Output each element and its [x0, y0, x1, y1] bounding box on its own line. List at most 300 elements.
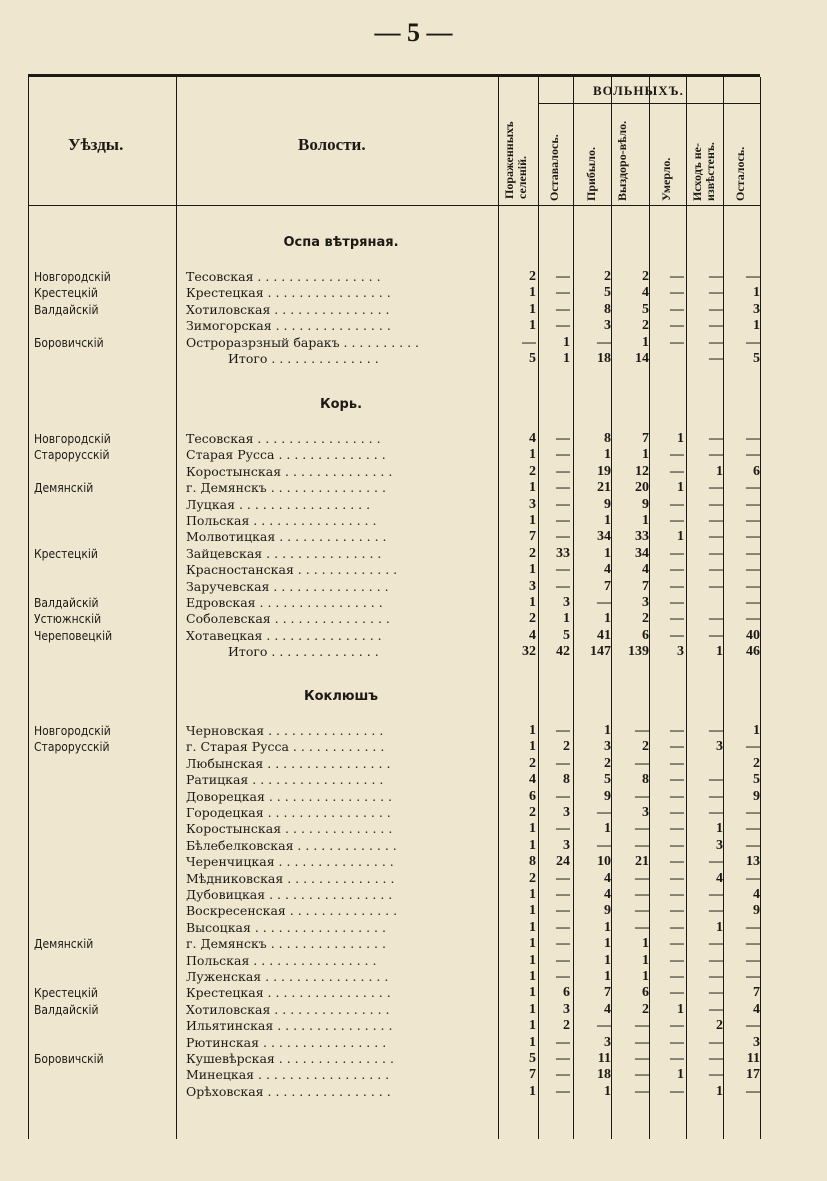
value-cell: 4	[642, 285, 649, 301]
value-cell: —	[746, 334, 760, 350]
table-row	[28, 1084, 760, 1101]
header-col-iskhod: Исходъ не-извѣстенъ.	[690, 142, 717, 201]
value-cell: 3	[529, 578, 536, 594]
value-cell: —	[670, 739, 684, 755]
value-cell: 8	[529, 854, 536, 870]
volost-cell: Соболевская . . . . . . . . . . . . . . .	[186, 611, 390, 627]
value-cell: —	[746, 969, 760, 984]
value-cell: 7	[529, 529, 536, 545]
value-cell: 7	[604, 578, 611, 594]
value-cell: —	[556, 301, 570, 317]
value-cell: 1	[604, 611, 611, 627]
value-cell: —	[635, 723, 649, 738]
value-cell: —	[709, 985, 723, 1001]
value-cell: 1	[716, 1083, 723, 1099]
value-cell: 3	[716, 837, 723, 853]
value-cell: 2	[642, 739, 649, 755]
value-cell: 5	[753, 351, 760, 366]
volost-cell: Ильятинская . . . . . . . . . . . . . . .	[186, 1018, 393, 1034]
volost-cell: Крестецкая . . . . . . . . . . . . . . . .	[186, 285, 391, 301]
value-cell: —	[670, 513, 684, 528]
value-cell: 7	[604, 985, 611, 1001]
value-cell: 2	[604, 269, 611, 284]
value-cell: 2	[529, 611, 536, 627]
value-cell: —	[670, 805, 684, 820]
volost-cell: Орѣховская . . . . . . . . . . . . . . . .	[186, 1083, 391, 1099]
volost-cell: Черенчицкая . . . . . . . . . . . . . . .	[186, 854, 394, 870]
value-cell: 33	[635, 529, 649, 545]
value-cell: —	[635, 788, 649, 804]
value-cell: 5	[604, 772, 611, 788]
value-cell: 21	[635, 854, 649, 870]
value-cell: —	[670, 611, 684, 627]
value-cell: —	[709, 611, 723, 627]
table-row	[28, 854, 760, 871]
value-cell: —	[746, 870, 760, 886]
value-cell: 4	[604, 887, 611, 902]
value-cell: —	[635, 1051, 649, 1066]
value-cell: —	[746, 269, 760, 284]
value-cell: —	[670, 919, 684, 935]
section-title: Корь.	[319, 397, 363, 412]
value-cell: 24	[556, 854, 570, 870]
value-cell: —	[635, 821, 649, 837]
volost-cell: г. Демянскъ . . . . . . . . . . . . . . .	[186, 936, 386, 952]
value-cell: 1	[529, 919, 536, 935]
volost-cell: Заручевская . . . . . . . . . . . . . . .	[186, 578, 389, 594]
value-cell: 1	[716, 644, 723, 660]
value-cell: 1	[753, 723, 760, 738]
value-cell: 1	[529, 1083, 536, 1099]
header-col-ostalos: Осталось.	[733, 146, 747, 201]
value-cell: 6	[563, 985, 570, 1001]
value-cell: 5	[563, 627, 570, 643]
value-cell: 1	[529, 595, 536, 610]
value-cell: 41	[597, 627, 611, 643]
value-cell: —	[556, 887, 570, 902]
value-cell: —	[556, 447, 570, 463]
volost-cell: Зайцевская . . . . . . . . . . . . . . .	[186, 545, 382, 561]
value-cell: —	[746, 919, 760, 935]
value-cell: —	[709, 562, 723, 578]
value-cell: —	[746, 936, 760, 952]
value-cell: 34	[597, 529, 611, 545]
value-cell: 1	[716, 463, 723, 479]
uezd-cell: Крестецкій	[34, 986, 98, 1001]
value-cell: —	[670, 545, 684, 561]
value-cell: —	[670, 903, 684, 919]
table-row	[28, 497, 760, 514]
table-row	[28, 302, 760, 319]
value-cell: —	[597, 837, 611, 853]
volost-cell: Польская . . . . . . . . . . . . . . . .	[186, 952, 377, 968]
value-cell: 18	[597, 1067, 611, 1083]
volost-cell: Бѣлебелковская . . . . . . . . . . . . .	[186, 837, 397, 853]
value-cell: 1	[529, 1001, 536, 1017]
volost-cell: Рютинская . . . . . . . . . . . . . . . .	[186, 1034, 387, 1050]
header-volosti: Волости.	[298, 135, 366, 154]
table-row	[28, 480, 760, 497]
page-number: — 5 —	[374, 18, 453, 47]
value-cell: —	[709, 269, 723, 284]
value-cell: 17	[746, 1067, 760, 1083]
uezd-cell: Демянскій	[34, 937, 94, 952]
volost-cell: Крестецкая . . . . . . . . . . . . . . . .	[186, 985, 391, 1001]
value-cell: 1	[604, 545, 611, 561]
value-cell: 3	[529, 496, 536, 512]
table-row	[28, 1035, 760, 1052]
value-cell: 3	[677, 644, 684, 660]
table-row	[28, 628, 760, 645]
volost-cell: Луженская . . . . . . . . . . . . . . . .	[186, 969, 389, 984]
value-cell: 1	[604, 936, 611, 952]
uezd-cell: Боровичскій	[34, 1052, 104, 1066]
value-cell: 3	[563, 595, 570, 610]
value-cell: —	[746, 611, 760, 627]
value-cell: 34	[635, 545, 649, 561]
value-cell: —	[746, 529, 760, 545]
value-cell: —	[709, 1001, 723, 1017]
table-row	[28, 546, 760, 563]
table-row	[28, 723, 760, 740]
value-cell: —	[670, 854, 684, 870]
value-cell: —	[709, 334, 723, 350]
value-cell: —	[670, 837, 684, 853]
volost-cell: г. Старая Русса . . . . . . . . . . . .	[186, 739, 385, 755]
value-cell: —	[709, 903, 723, 919]
value-cell: —	[635, 919, 649, 935]
volost-cell: Коростынская . . . . . . . . . . . . . .	[186, 463, 393, 479]
value-cell: 33	[556, 545, 570, 561]
value-cell: —	[709, 805, 723, 820]
value-cell: —	[709, 578, 723, 594]
value-cell: 8	[642, 772, 649, 788]
value-cell: 9	[604, 496, 611, 512]
value-cell: —	[746, 513, 760, 528]
value-cell: 1	[529, 301, 536, 317]
value-cell: —	[746, 562, 760, 578]
value-cell: 1	[604, 821, 611, 837]
section-title: Оспа вѣтряная.	[283, 235, 399, 250]
value-cell: 1	[716, 821, 723, 837]
value-cell: —	[670, 755, 684, 771]
value-cell: —	[556, 496, 570, 512]
value-cell: 1	[529, 723, 536, 738]
value-cell: 1	[529, 936, 536, 952]
value-cell: —	[670, 1083, 684, 1099]
value-cell: 3	[642, 805, 649, 820]
value-cell: —	[746, 1083, 760, 1099]
value-cell: —	[709, 1067, 723, 1083]
table-row	[28, 447, 760, 464]
value-cell: —	[635, 1018, 649, 1034]
value-cell: —	[556, 285, 570, 301]
table-row	[28, 920, 760, 937]
value-cell: 32	[522, 644, 536, 660]
column-divider	[760, 77, 761, 1139]
value-cell: 7	[642, 578, 649, 594]
table-row	[28, 1051, 760, 1068]
volost-cell: Хотавецкая . . . . . . . . . . . . . . .	[186, 627, 382, 643]
value-cell: —	[670, 595, 684, 610]
volost-cell: г. Демянскъ . . . . . . . . . . . . . . .	[186, 480, 386, 496]
value-cell: 1	[529, 318, 536, 334]
uezd-cell: Устюжнскій	[34, 612, 102, 627]
value-cell: —	[556, 269, 570, 284]
value-cell: —	[746, 578, 760, 594]
value-cell: —	[635, 837, 649, 853]
value-cell: 8	[604, 301, 611, 317]
table-row	[28, 513, 760, 530]
value-cell: 9	[642, 496, 649, 512]
value-cell: —	[635, 1067, 649, 1083]
value-cell: 1	[529, 903, 536, 919]
volost-cell: Кушевѣрская . . . . . . . . . . . . . . .	[186, 1051, 394, 1066]
value-cell: —	[556, 936, 570, 952]
statistics-table	[28, 74, 760, 1139]
value-cell: 1	[604, 723, 611, 738]
value-cell: —	[709, 318, 723, 334]
value-cell: —	[746, 1018, 760, 1034]
value-cell: 4	[604, 1001, 611, 1017]
value-cell: 3	[563, 1001, 570, 1017]
table-row	[28, 318, 760, 335]
volost-cell: Высоцкая . . . . . . . . . . . . . . . . .	[186, 919, 386, 935]
table-row	[28, 1067, 760, 1084]
value-cell: —	[597, 805, 611, 820]
value-cell: —	[746, 952, 760, 968]
value-cell: 8	[604, 431, 611, 446]
value-cell: 2	[753, 755, 760, 771]
value-cell: 4	[529, 431, 536, 446]
uezd-cell: Новгородскій	[34, 270, 111, 284]
table-row	[28, 969, 760, 986]
value-cell: —	[709, 1034, 723, 1050]
volost-cell: Красностанская . . . . . . . . . . . . .	[186, 562, 398, 578]
value-cell: 1	[529, 969, 536, 984]
header-col-vyzdorovelo: Выздоро-вѣло.	[615, 120, 629, 201]
value-cell: 4	[753, 887, 760, 902]
value-cell: 1	[677, 1067, 684, 1083]
value-cell: 2	[563, 1018, 570, 1034]
value-cell: —	[556, 969, 570, 984]
value-cell: —	[670, 821, 684, 837]
value-cell: 1	[677, 431, 684, 446]
value-cell: 1	[642, 334, 649, 350]
value-cell: 1	[677, 480, 684, 496]
value-cell: —	[709, 952, 723, 968]
value-cell: 6	[529, 788, 536, 804]
value-cell: —	[556, 1051, 570, 1066]
volost-cell: Любынская . . . . . . . . . . . . . . . .	[186, 755, 391, 771]
value-cell: 8	[563, 772, 570, 788]
value-cell: 1	[529, 480, 536, 496]
value-cell: —	[709, 480, 723, 496]
uezd-cell: Старорусскій	[34, 448, 110, 463]
value-cell: 1	[642, 969, 649, 984]
value-cell: 1	[604, 1083, 611, 1099]
value-cell: 4	[642, 562, 649, 578]
value-cell: 3	[604, 739, 611, 755]
uezd-cell: Боровичскій	[34, 335, 104, 350]
volost-cell: Старая Русса . . . . . . . . . . . . . .	[186, 447, 386, 463]
value-cell: 1	[563, 611, 570, 627]
value-cell: —	[556, 513, 570, 528]
value-cell: —	[556, 952, 570, 968]
value-cell: 3	[753, 301, 760, 317]
volost-cell: Польская . . . . . . . . . . . . . . . .	[186, 513, 377, 528]
value-cell: —	[670, 578, 684, 594]
value-cell: —	[556, 1034, 570, 1050]
value-cell: —	[556, 821, 570, 837]
header-uezdy: Уѣзды.	[68, 135, 124, 154]
value-cell: —	[670, 969, 684, 984]
value-cell: 13	[746, 854, 760, 870]
value-cell: 1	[563, 351, 570, 366]
value-cell: —	[670, 318, 684, 334]
value-cell: 14	[635, 351, 649, 366]
value-cell: —	[556, 318, 570, 334]
value-cell: 9	[753, 903, 760, 919]
value-cell: 11	[746, 1051, 760, 1066]
value-cell: 1	[529, 985, 536, 1001]
value-cell: 2	[529, 805, 536, 820]
value-cell: —	[709, 545, 723, 561]
value-cell: 6	[642, 627, 649, 643]
table-row	[28, 464, 760, 481]
value-cell: —	[670, 1034, 684, 1050]
value-cell: —	[597, 334, 611, 350]
value-cell: 3	[642, 595, 649, 610]
volost-cell: Черновская . . . . . . . . . . . . . . .	[186, 723, 384, 738]
volost-cell: Минецкая . . . . . . . . . . . . . . . . .	[186, 1067, 390, 1083]
value-cell: 4	[529, 627, 536, 643]
value-cell: —	[556, 578, 570, 594]
value-cell: 20	[635, 480, 649, 496]
value-cell: 1	[604, 952, 611, 968]
table-row	[28, 529, 760, 546]
table-row	[28, 805, 760, 822]
value-cell: —	[709, 529, 723, 545]
header-col-pribylo: Прибыло.	[584, 146, 598, 201]
value-cell: 2	[529, 463, 536, 479]
value-cell: 5	[529, 351, 536, 366]
value-cell: 5	[642, 301, 649, 317]
table-row	[28, 789, 760, 806]
uezd-cell: Крестецкій	[34, 286, 98, 301]
value-cell: 4	[604, 870, 611, 886]
value-cell: —	[709, 627, 723, 643]
uezd-cell: Валдайскій	[34, 302, 99, 317]
value-cell: 1	[753, 318, 760, 334]
value-cell: —	[746, 545, 760, 561]
value-cell: —	[746, 805, 760, 820]
value-cell: —	[709, 969, 723, 984]
value-cell: 1	[529, 285, 536, 301]
table-row	[28, 1002, 760, 1019]
value-cell: —	[670, 985, 684, 1001]
volost-cell: Едровская . . . . . . . . . . . . . . . .	[186, 595, 383, 610]
uezd-cell: Череповецкій	[34, 628, 113, 643]
table-row	[28, 611, 760, 628]
value-cell: 3	[604, 1034, 611, 1050]
volost-cell: Хотиловская . . . . . . . . . . . . . . .	[186, 301, 390, 317]
value-cell: 1	[563, 334, 570, 350]
value-cell: —	[709, 936, 723, 952]
table-row	[28, 772, 760, 789]
header-col-ostavalos: Оставалось.	[547, 134, 561, 201]
value-cell: —	[556, 755, 570, 771]
value-cell: —	[635, 755, 649, 771]
volost-cell: Тесовская . . . . . . . . . . . . . . . .	[186, 269, 381, 284]
header-porazh: Пораженныхъ селеній.	[502, 121, 529, 199]
value-cell: 46	[746, 644, 760, 660]
value-cell: —	[670, 1051, 684, 1066]
value-cell: —	[556, 1083, 570, 1099]
table-row	[28, 871, 760, 888]
value-cell: —	[556, 562, 570, 578]
value-cell: —	[709, 772, 723, 788]
value-cell: —	[746, 595, 760, 610]
value-cell: —	[709, 788, 723, 804]
value-cell: —	[635, 870, 649, 886]
value-cell: 5	[753, 772, 760, 788]
value-cell: 1	[642, 513, 649, 528]
value-cell: 18	[597, 351, 611, 366]
table-row	[28, 903, 760, 920]
value-cell: 7	[753, 985, 760, 1001]
value-cell: 2	[642, 1001, 649, 1017]
value-cell: —	[670, 285, 684, 301]
table-row	[28, 953, 760, 970]
value-cell: 1	[642, 936, 649, 952]
value-cell: —	[556, 870, 570, 886]
value-cell: —	[670, 723, 684, 738]
value-cell: 3	[604, 318, 611, 334]
header-divider	[28, 205, 760, 206]
value-cell: —	[522, 334, 536, 350]
value-cell: 3	[563, 837, 570, 853]
value-cell: 2	[563, 739, 570, 755]
value-cell: —	[670, 334, 684, 350]
value-cell: 2	[529, 269, 536, 284]
volost-cell: Зимогорская . . . . . . . . . . . . . . .	[186, 318, 391, 334]
value-cell: —	[635, 1083, 649, 1099]
value-cell: —	[746, 821, 760, 837]
value-cell: 40	[746, 627, 760, 643]
table-row	[28, 579, 760, 596]
value-cell: 1	[529, 562, 536, 578]
value-cell: —	[709, 447, 723, 463]
volost-cell: Луцкая . . . . . . . . . . . . . . . . .	[186, 496, 371, 512]
volost-cell: Дубовицкая . . . . . . . . . . . . . . . .	[186, 887, 393, 902]
volost-cell: Итого . . . . . . . . . . . . . .	[228, 351, 379, 366]
value-cell: —	[670, 447, 684, 463]
value-cell: —	[556, 903, 570, 919]
volost-cell: Мѣдниковская . . . . . . . . . . . . . .	[186, 870, 395, 886]
value-cell: 2	[642, 269, 649, 284]
volost-cell: Коростынская . . . . . . . . . . . . . .	[186, 821, 393, 837]
table-row	[28, 335, 760, 352]
value-cell: 1	[529, 837, 536, 853]
value-cell: —	[709, 431, 723, 446]
value-cell: —	[556, 1067, 570, 1083]
value-cell: 139	[628, 644, 649, 660]
value-cell: 12	[635, 463, 649, 479]
value-cell: —	[670, 788, 684, 804]
value-cell: —	[709, 351, 723, 366]
uezd-cell: Новгородскій	[34, 432, 111, 446]
